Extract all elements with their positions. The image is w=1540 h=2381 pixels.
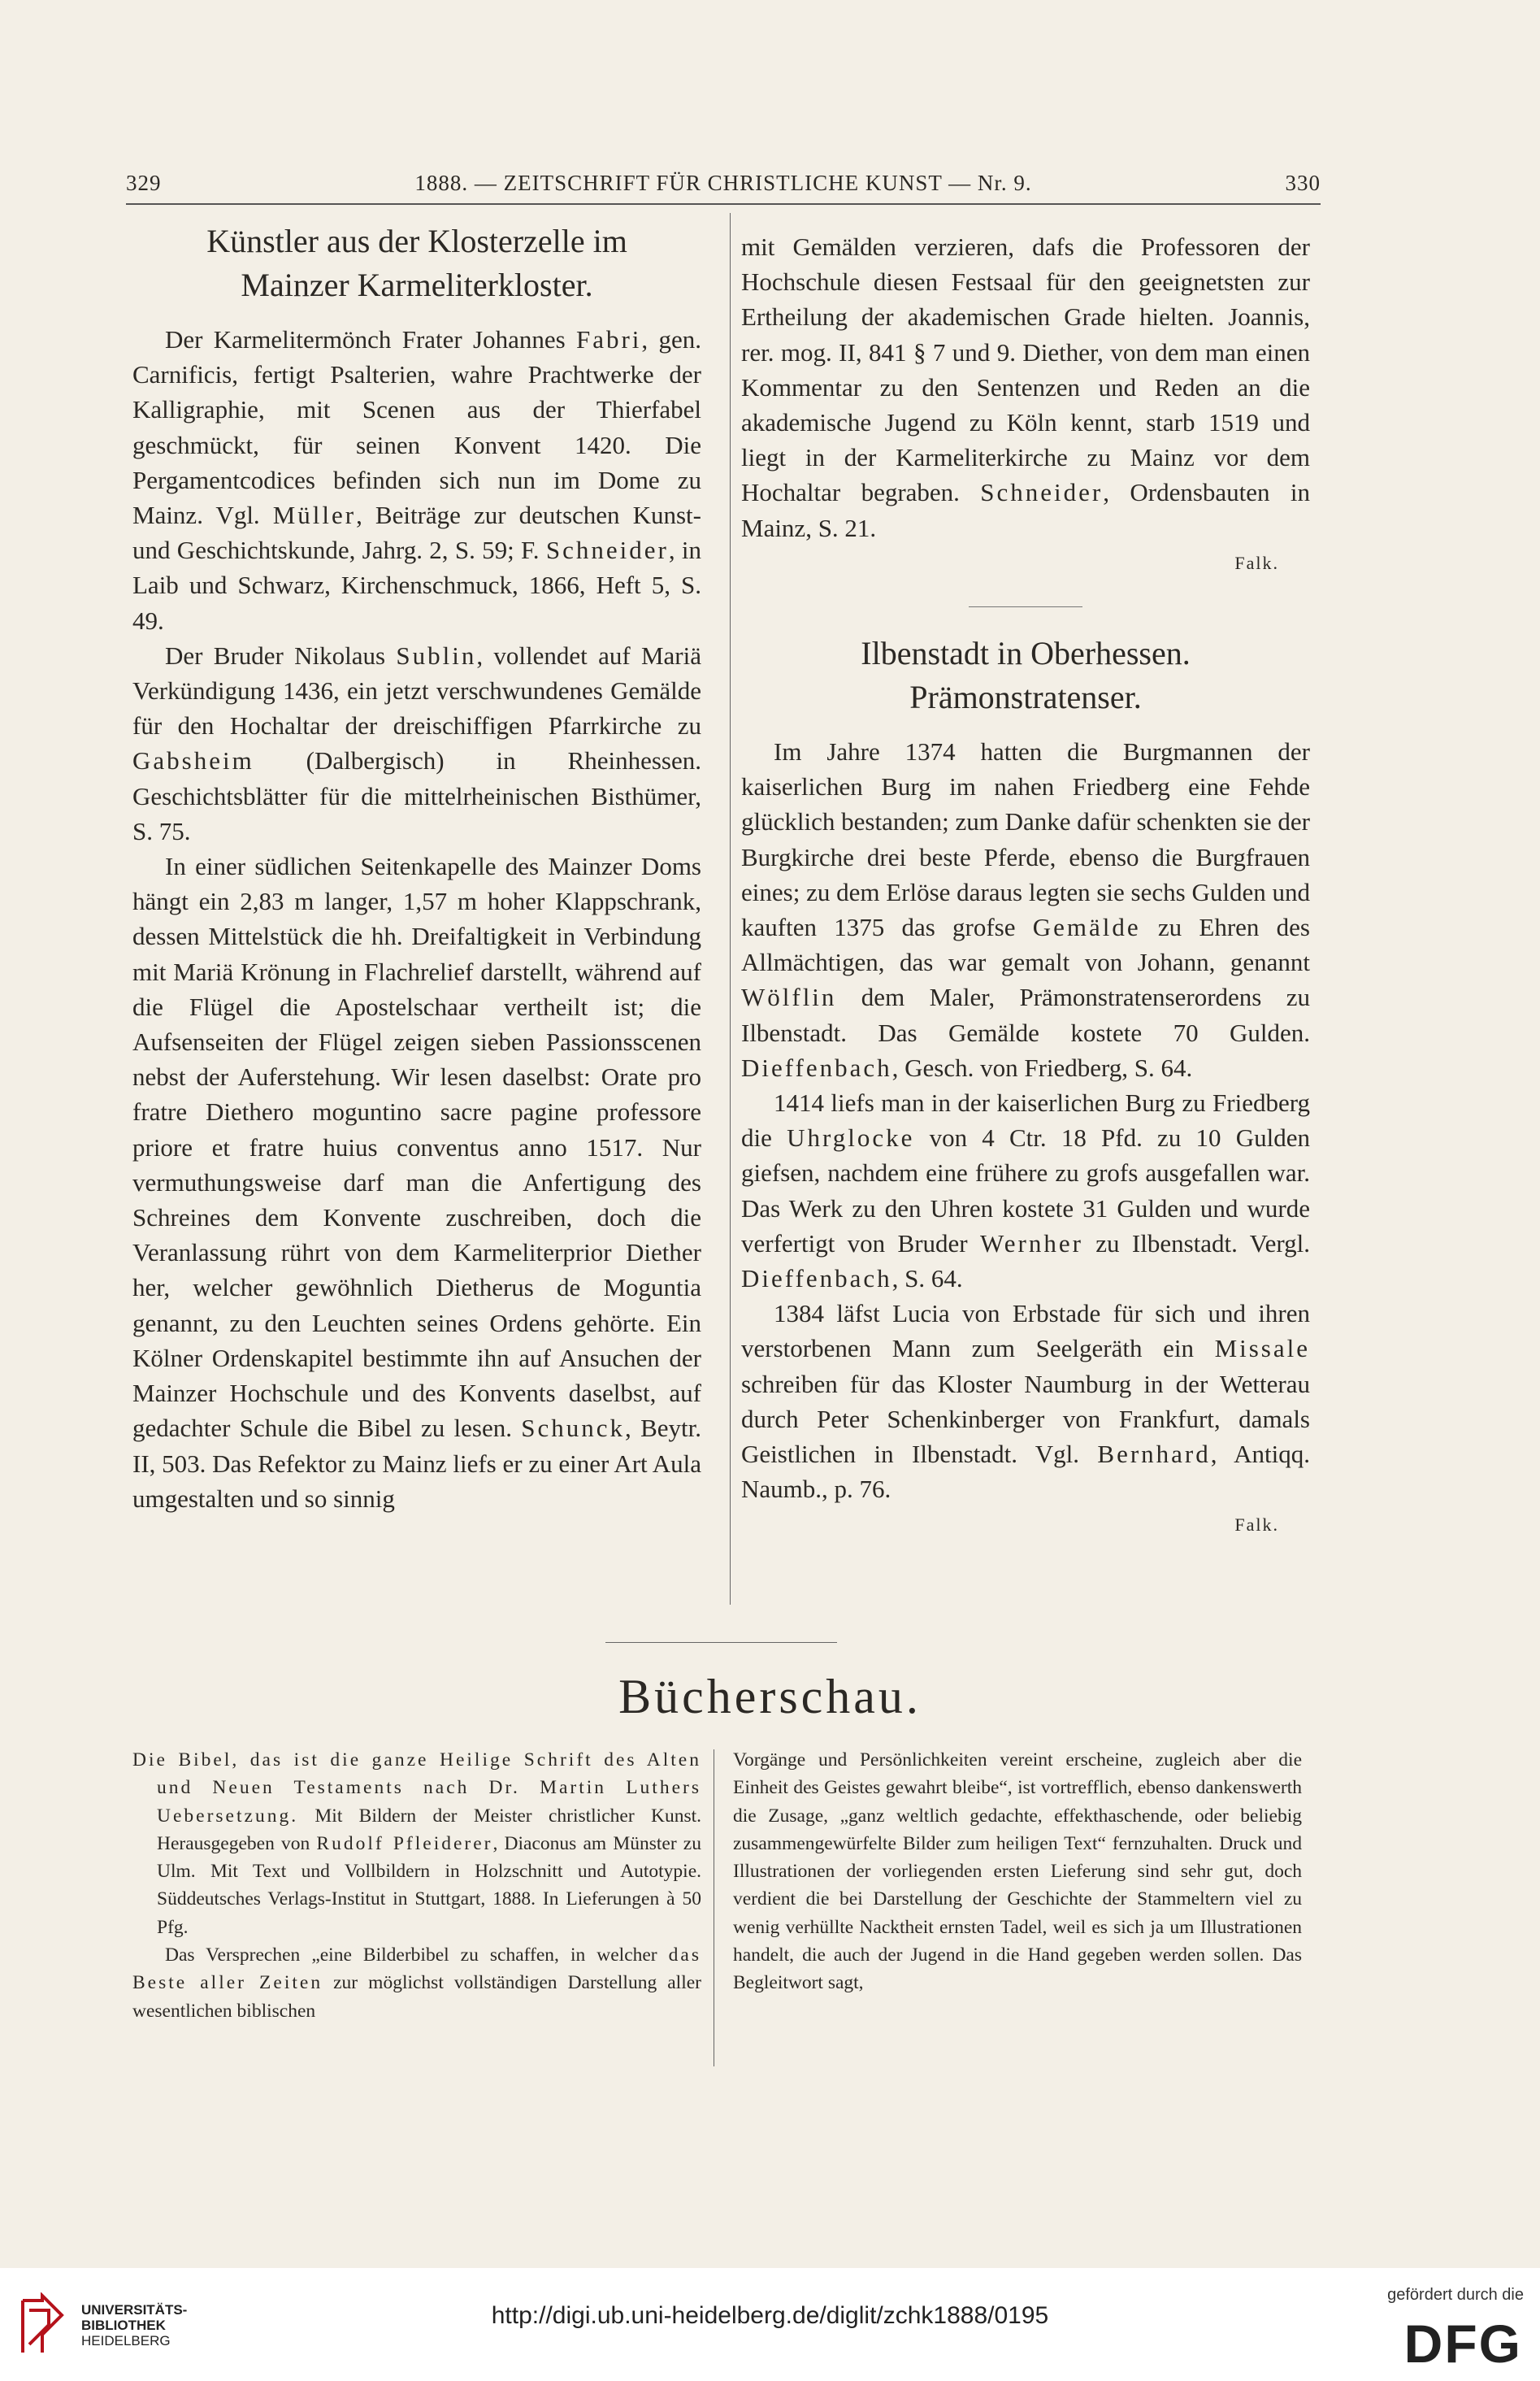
text-run: mit Gemälden verzieren, dafs die Professoren der Hochschule diesen Festsaal für den geeignetsten zur Ertheilung der akademischen Grade hielten. Joannis, rer. mog. II, 841 § 7 und 9. Diether, von dem man einen Kommentar zu den Sentenzen und Reden an die akademische Jugend zu Köln kennt, starb 1519 und liegt in der Karmeliterkirche zu Mainz vor dem Hochaltar begraben.	[741, 232, 1310, 507]
text-run: , gen. Carnificis, fertigt Psalterien, wahre Prachtwerke der Kalligraphie, mit Scenen aus der Thierfabel geschmückt, für seinen Konvent 1420. Die Pergamentcodices befinden sich nun im Dome zu Mainz. Vgl.	[132, 325, 701, 530]
spaced-name: Gemälde	[1032, 913, 1141, 942]
text-run: , Gesch. von Friedberg, S. 64.	[891, 1053, 1193, 1082]
paragraph	[132, 638, 701, 849]
section-rule	[969, 606, 1082, 607]
spaced-name: Bernhard	[1097, 1440, 1211, 1469]
dfg-logo: DFG	[1403, 2314, 1522, 2374]
digitization-footer	[0, 2268, 1540, 2381]
page-number-left: 329	[126, 171, 162, 195]
section-title-buecherschau: Bücherschau.	[618, 1670, 922, 1723]
text-run: (Dalbergisch) in Rheinhessen. Geschichtsblätter für die mittelrheinischen Bisthümer, S. 75.	[132, 746, 701, 845]
article-title-ilbenstadt	[741, 632, 1310, 719]
text-run: , Ordensbauten in Mainz, S. 21.	[741, 478, 1310, 542]
paragraph-continued	[741, 229, 1310, 545]
right-column	[741, 229, 1310, 1542]
text-run: , Diaconus am Münster zu Ulm. Mit Text und Vollbildern in Holzschnitt und Autotypie. Süddeutsches Verlags-Institut in Stuttgart, 1888. In Lieferungen à 50 Pfg.	[157, 1832, 701, 1938]
spaced-name: Gabsheim	[132, 746, 254, 776]
title-line: Prämonstratenser.	[909, 679, 1142, 716]
text-run: , in Laib und Schwarz, Kirchenschmuck, 1866, Heft 5, S. 49.	[132, 536, 701, 635]
text-run: , Beytr. II, 503. Das Refektor zu Mainz liefs er zu einer Art Aula umgestalten und so sinnig	[132, 1414, 701, 1513]
spaced-name: Sublin	[396, 641, 477, 670]
text-run: zur möglichst vollständigen Darstellung aller wesentlichen biblischen	[132, 1972, 701, 2022]
author-signature: Falk.	[1234, 552, 1279, 573]
spaced-name: Schunck	[521, 1414, 626, 1443]
paragraph	[741, 734, 1310, 1085]
spaced-name: Wernher	[979, 1228, 1083, 1258]
title-line: Ilbenstadt in Oberhessen.	[861, 635, 1191, 672]
spaced-name: Wölflin	[741, 983, 837, 1012]
section-rule	[605, 1642, 837, 1643]
spaced-name: Missale	[1214, 1334, 1310, 1363]
text-run: Im Jahre 1374 hatten die Burgmannen der kaiserlichen Burg im nahen Friedberg eine Fehde glücklich bestanden; zum Danke dafür schenkten sie der Burgkirche drei beste Pferde, ebenso die Burgfrauen eines; zu dem Erlöse daraus legten sie sechs Gulden und kauften 1375 das grofse	[741, 737, 1310, 942]
running-header	[126, 171, 1321, 203]
spaced-name: Schneider	[545, 536, 669, 565]
spaced-name: das Beste aller Zeiten	[132, 1944, 701, 1994]
header-rule	[126, 203, 1321, 205]
text-run: von 4 Ctr. 18 Pfd. zu 10 Gulden giefsen, nachdem eine frühere zu grofs ausgefallen war. Das Werk zu den Uhren kostete 31 Gulden und wurde verfertigt von Bruder	[741, 1123, 1310, 1258]
spaced-name: Die Bibel, das ist die ganze Heilige Schrift des Alten und Neuen Testaments nach Dr. Martin Luthers Uebersetzung.	[132, 1749, 701, 1827]
text-run: , Antiqq. Naumb., p. 76.	[741, 1440, 1310, 1504]
text-run: 1384 läfst Lucia von Erbstade für sich und ihren verstorbenen Mann zum Seelgeräth ein	[741, 1299, 1310, 1363]
paragraph	[132, 849, 701, 1516]
paragraph	[132, 1941, 701, 2025]
text-run: Der Bruder Nikolaus	[165, 641, 397, 670]
title-line: Künstler aus der Klosterzelle im	[206, 223, 627, 259]
review-left-column	[132, 1746, 701, 2025]
title-line: Mainzer Karmeliterkloster.	[241, 267, 593, 303]
column-divider	[730, 213, 731, 1605]
paragraph	[132, 322, 701, 638]
article-title-kuenstler	[132, 219, 701, 307]
text-run: Der Karmelitermönch Frater Johannes	[165, 325, 576, 354]
spaced-name: Fabri	[575, 325, 642, 354]
text-run: , S. 64.	[891, 1264, 963, 1293]
library-name-line: BIBLIOTHEK	[81, 2318, 166, 2333]
text-run: Das Versprechen „eine Bilderbibel zu schaffen, in welcher	[165, 1944, 669, 1966]
text-run: , Beiträge zur deutschen Kunst- und Geschichtskunde, Jahrg. 2, S. 59; F.	[132, 501, 701, 565]
text-run: 1414 liefs man in der kaiserlichen Burg zu Friedberg die	[741, 1088, 1310, 1153]
library-name-line: HEIDELBERG	[81, 2333, 171, 2348]
text-run: zu Ehren des Allmächtigen, das war gemalt von Johann, genannt	[741, 913, 1310, 977]
author-signature: Falk.	[1234, 1514, 1279, 1535]
left-column	[132, 219, 701, 1516]
spaced-name: Rudolf Pfleiderer	[316, 1832, 493, 1854]
library-name-line: UNIVERSITÄTS-	[81, 2302, 188, 2318]
funding-note: gefördert durch die	[1387, 2286, 1524, 2304]
spaced-name: Dieffenbach	[741, 1053, 892, 1082]
text-run: dem Maler, Prämonstratenserordens zu Ilbenstadt. Das Gemälde kostete 70 Gulden.	[741, 983, 1310, 1047]
page-number-right: 330	[1285, 171, 1321, 195]
journal-title: 1888. — ZEITSCHRIFT FÜR CHRISTLICHE KUNST — Nr. 9.	[414, 171, 1032, 195]
text-run: zu Ilbenstadt. Vergl.	[1082, 1228, 1310, 1258]
spaced-name: Dieffenbach	[741, 1264, 892, 1293]
spaced-name: Schneider	[980, 478, 1104, 507]
spaced-name: Müller	[272, 501, 357, 530]
text-run: In einer südlichen Seitenkapelle des Mainzer Doms hängt ein 2,83 m langer, 1,57 m hoher Klappschrank, dessen Mittelstück die hh. Dreifaltigkeit in Verbindung mit Mariä Krönung in Flachrelief darstellt, während auf die Flügel die Apostelschaar vertheilt ist; die Aufsenseiten der Flügel zeigen sieben Passionsscenen nebst der Auferstehung. Wir lesen daselbst: Orate pro fratre Diethero moguntino sacre pagine professore priore et fratre huius conventus anno 1517. Nur vermuthungsweise darf man die Anfertigung des Schreines dem Konvente zuschreiben, doch die Veranlassung rührt von dem Karmeliterprior Diether her, welcher gewöhnlich Dietherus de Moguntia genannt, zu den Leuchten seines Ordens gehörte. Ein Kölner Ordenskapitel bestimmte ihn auf Ansuchen der Mainzer Hochschule und des Konvents daselbst, auf gedachter Schule die Bibel zu lesen.	[132, 852, 701, 1443]
text-run: , vollendet auf Mariä Verkündigung 1436, ein jetzt verschwundenes Gemälde für den Hochaltar der dreischiffigen Pfarrkirche zu	[132, 641, 701, 741]
text-run: Vorgänge und Persönlichkeiten vereint erscheine, zugleich aber die Einheit des Geistes gewahrt bleibe“, ist vortrefflich, ebenso dankenswerth die Zusage, „ganz weltlich gedachte, effekthaschende, oder beliebig zusammengewürfelte Bilder zum heiligen Text“ fernzuhalten. Druck und Illustrationen der vorliegenden ersten Lieferung sind sehr gut, doch verdient die bei Darstellung der Geschichte der Stammeltern viel zu wenig verhüllte Nacktheit ernsten Tadel, weil es sich ja um Illustrationen handelt, die auch der Jugend in die Hand gegeben werden sollen. Das Begleitwort sagt,	[733, 1749, 1302, 1994]
paragraph-continued	[733, 1746, 1302, 1997]
text-run: schreiben für das Kloster Naumburg in der Wetterau durch Peter Schenkinberger von Frankfurt, damals Geistlichen in Ilbenstadt. Vgl.	[741, 1369, 1310, 1469]
permalink-url[interactable]: http://digi.ub.uni-heidelberg.de/diglit/zchk1888/0195	[491, 2302, 1049, 2329]
paragraph	[741, 1085, 1310, 1296]
paragraph	[741, 1296, 1310, 1506]
book-entry	[132, 1746, 701, 1941]
text-run: Mit Bildern der Meister christlicher Kunst. Herausgegeben von	[157, 1805, 701, 1854]
review-right-column	[733, 1746, 1302, 1997]
spaced-name: Uhrglocke	[787, 1123, 915, 1153]
